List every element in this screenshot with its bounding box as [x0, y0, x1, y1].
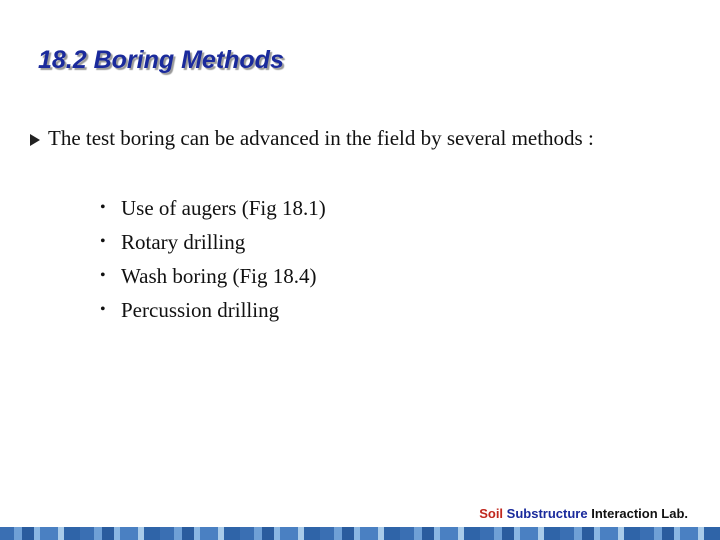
- bullet-text: Rotary drilling: [121, 230, 246, 254]
- bullet-text: Percussion drilling: [121, 298, 280, 322]
- footer-soil: Soil: [479, 506, 504, 521]
- footer-substructure: Substructure: [506, 506, 588, 521]
- list-item: [100, 298, 326, 332]
- intro-line: [30, 126, 594, 151]
- slide-title: 18.2 Boring Methods: [38, 46, 284, 74]
- bullet-dot-icon: •: [100, 199, 106, 216]
- bullet-dot-icon: •: [100, 233, 106, 250]
- intro-text: The test boring can be advanced in the field by several methods :: [48, 126, 594, 150]
- footer-bar: [0, 527, 720, 540]
- list-item: [100, 230, 326, 264]
- bullet-dot-icon: •: [100, 267, 106, 284]
- list-item: [100, 196, 326, 230]
- footer-lab: Interaction Lab.: [591, 506, 688, 521]
- bullet-list: [100, 196, 326, 332]
- bullet-dot-icon: •: [100, 301, 106, 318]
- triangle-right-icon: [30, 134, 40, 146]
- footer-lab-name: [479, 506, 688, 521]
- bullet-text: Wash boring (Fig 18.4): [121, 264, 317, 288]
- bullet-text: Use of augers (Fig 18.1): [121, 196, 326, 220]
- list-item: [100, 264, 326, 298]
